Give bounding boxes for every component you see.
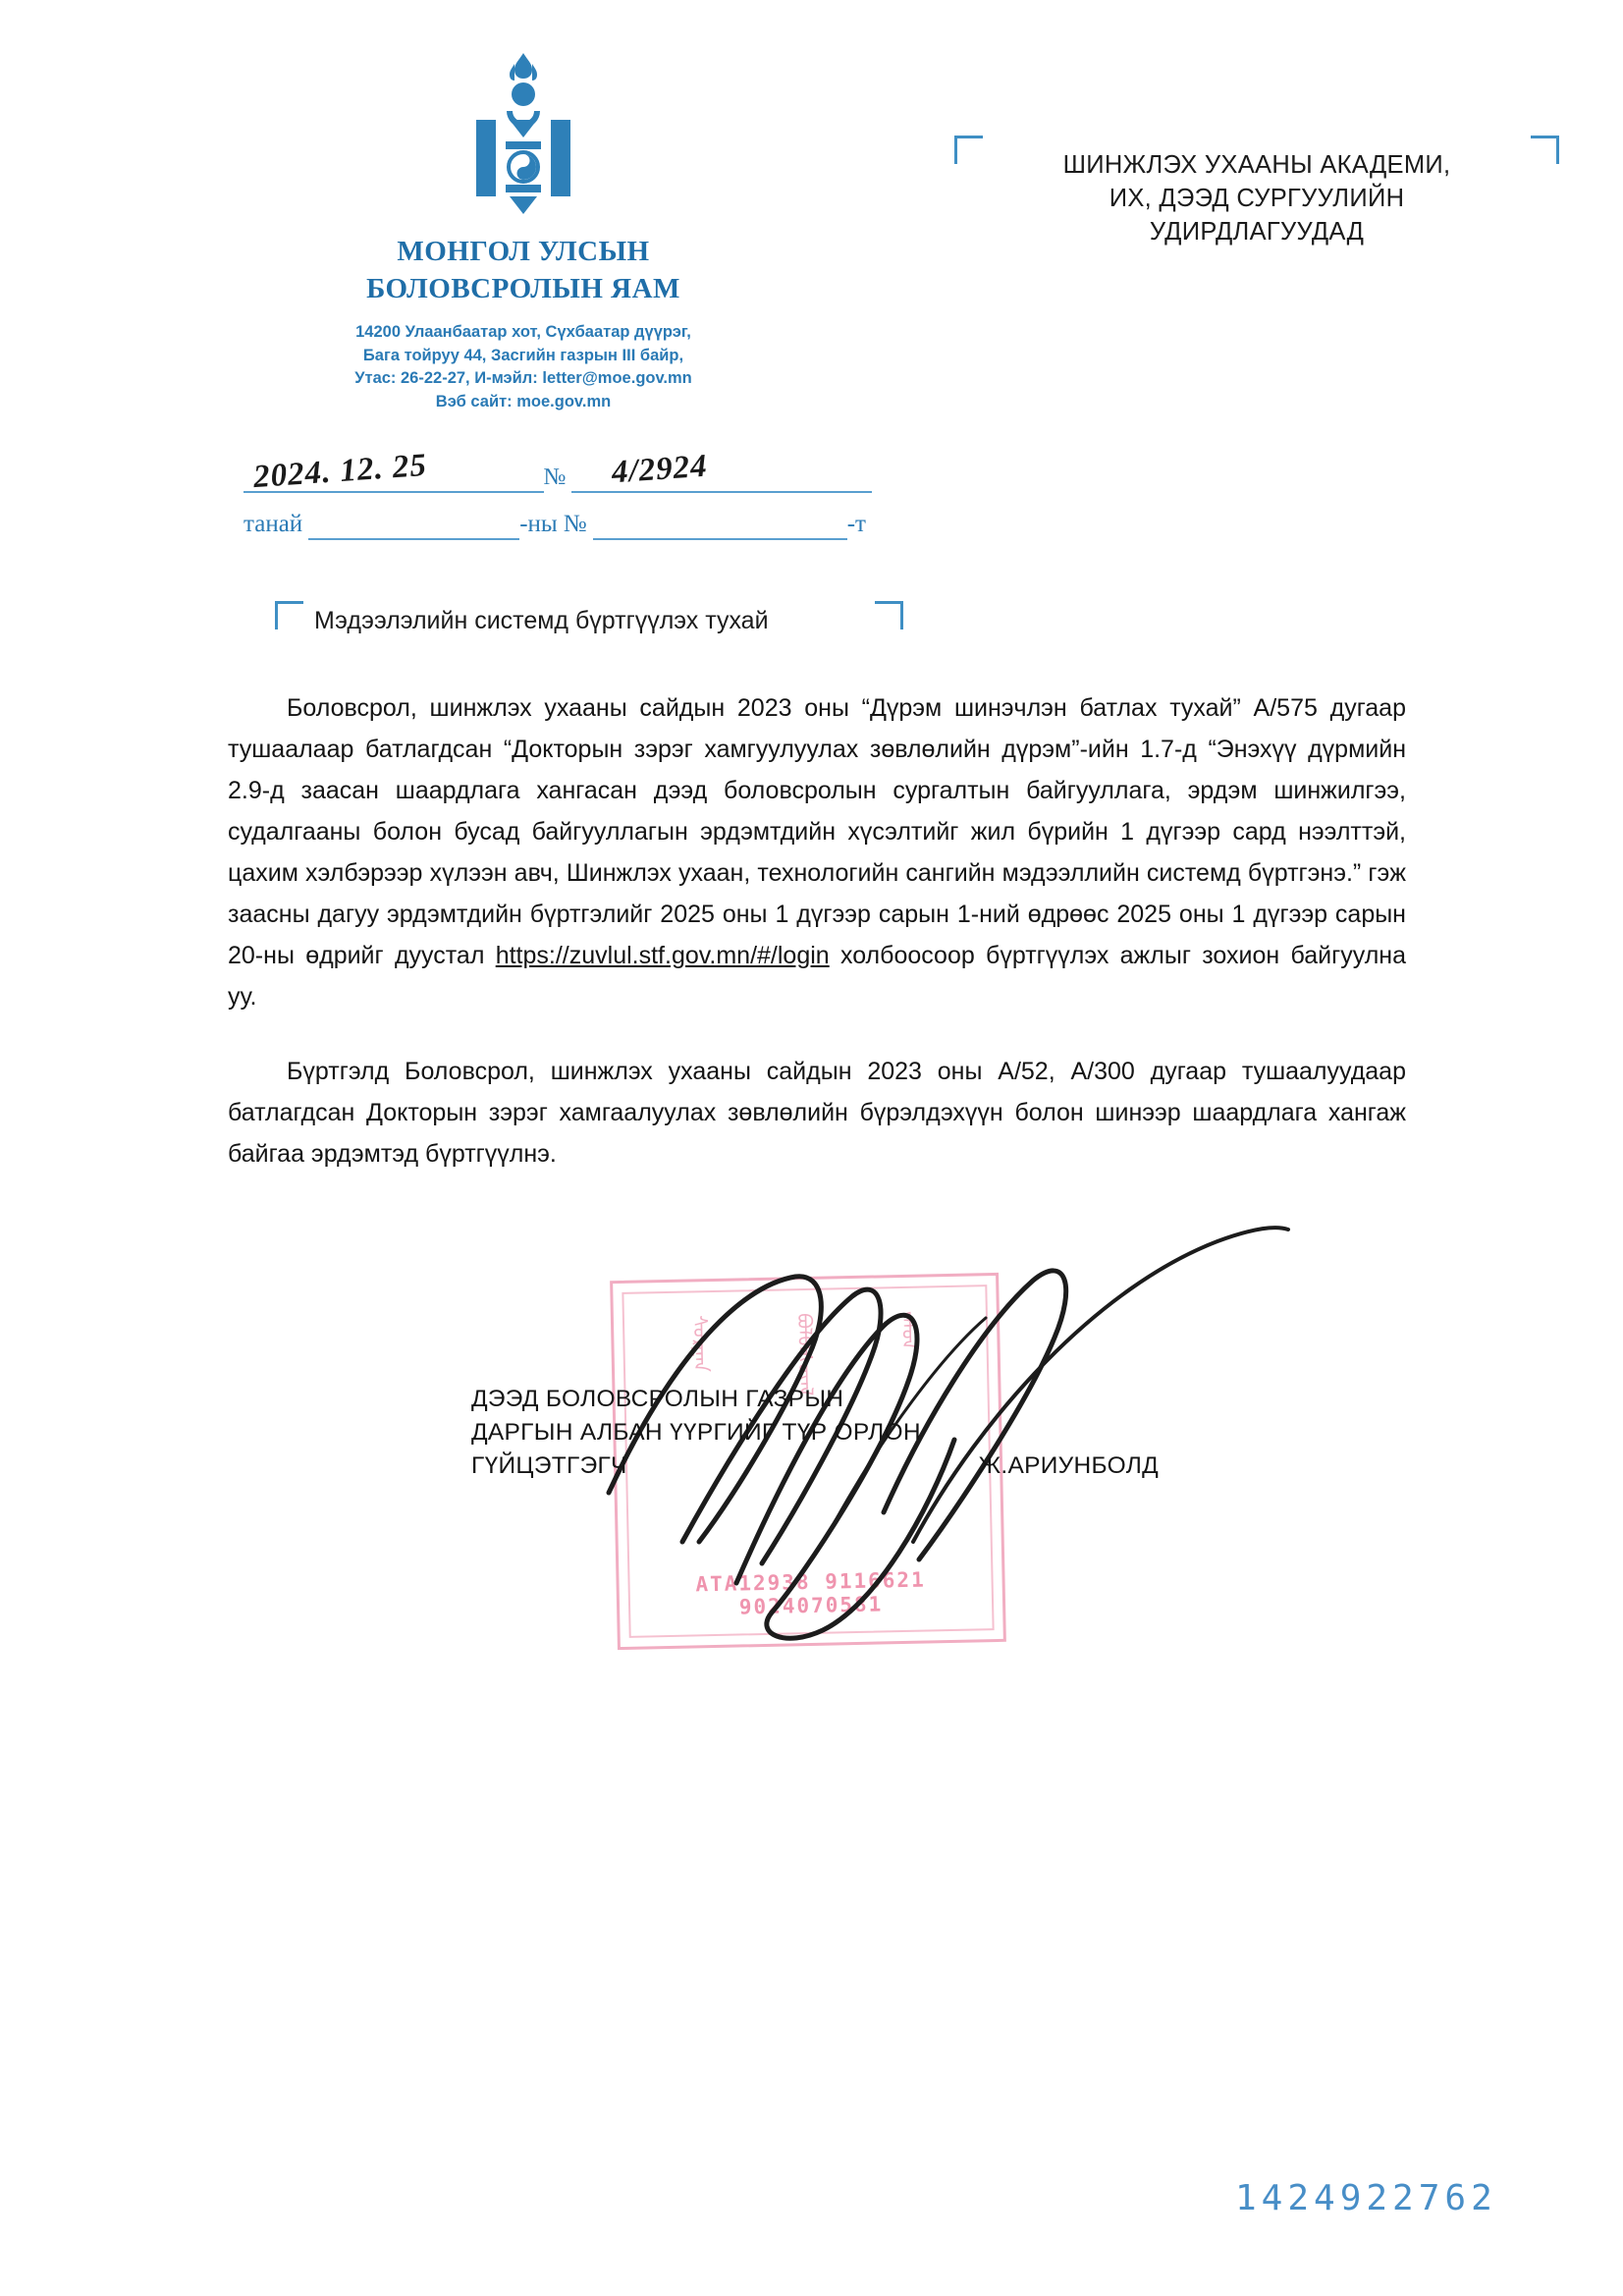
signatory-department-line2: ДАРГЫН АЛБАН ҮҮРГИЙГ ТҮР ОРЛОН	[471, 1419, 921, 1446]
contact-address-line1: 14200 Улаанбаатар хот, Сүхбаатар дүүрэг,	[355, 323, 691, 342]
paragraph-1-text-before-link: Боловсрол, шинжлэх ухааны сайдын 2023 оны “Дүрэм шинэчлэн батлах тухай” А/575 дугаар тушаалаар батлагдсан “Докторын зэрэг хамгуулуулах зөвлөлийн дүрэм”-ийн 1.7-д “Энэхүү дүрмийн 2.9-д заасан шаардлага хангасан дээд боловсролын сургалтын байгууллага, эрдэм шинжилгээ, судалгааны болон бусад байгууллагын эрдэмтдийн хүсэлтийг жил бүрийн 1 дүгээр сард нээлттэй, цахим хэлбэрээр хүлээн авч, Шинжлэх ухаан, технологийн сангийн мэдээллийн системд бүртгэнэ.” гэж заасны дагуу эрдэмтдийн бүртгэлийг 2025 оны 1 дүгээр сарын 1-ний өдрөөс 2025 оны 1 дүгээр сарын 20-ны өдрийг дуустал	[228, 694, 1406, 969]
stamp-script-column-3: ᠶᠠᠮᠤᠨ	[896, 1310, 922, 1350]
stamp-script-column-2: ᠪᠣᠯᠪᠠᠰᠤᠷᠠᠯ	[792, 1312, 819, 1396]
corner-bracket-top-right-icon	[1531, 136, 1559, 164]
registration-number: 1424922762	[1235, 2178, 1497, 2218]
handwritten-number: 4/2924	[610, 448, 709, 491]
subject-corner-top-right-icon	[875, 601, 903, 629]
registration-portal-link[interactable]: https://zuvlul.stf.gov.mn/#/login	[495, 942, 830, 969]
your-number-rule	[593, 509, 847, 540]
paragraph-1-text-after-link: холбоосоор бүртгүүлэх ажлыг зохион байгуулна уу.	[228, 942, 1407, 1011]
your-suffix: -ны	[519, 511, 558, 537]
number-symbol: №	[543, 465, 567, 490]
stamp-serial-number: АТА12938 9116621 9024070581	[695, 1567, 926, 1619]
letter-body	[228, 687, 1406, 1175]
body-paragraph-2: Бүртгэлд Боловсрол, шинжлэх ухааны сайдын 2023 оны А/52, А/300 дугаар тушаалуудаар батлагдсан Докторын зэрэг хамгаалуулах зөвлөлийн бүрэлдэхүүн болон шинээр шаардлага хангаж байгаа эрдэмтэд бүртгүүлнэ.	[228, 1058, 1406, 1168]
subject-corner-top-left-icon	[275, 601, 303, 629]
signatory-department-line1: ДЭЭД БОЛОВСРОЛЫН ГАЗРЫН	[471, 1386, 844, 1412]
corner-bracket-top-left-icon	[954, 136, 983, 164]
signatory-title: ГҮЙЦЭТГЭГЧ	[471, 1452, 627, 1479]
soyombo-emblem	[224, 51, 823, 226]
handwritten-date: 2024. 12. 25	[251, 447, 429, 496]
ministry-name-line1: МОНГОЛ УЛСЫН	[397, 236, 650, 267]
outgoing-reference-row	[243, 447, 872, 496]
signatory-title-row	[471, 1449, 1159, 1483]
signatory-name: Ж.АРИУНБОЛД	[978, 1452, 1159, 1479]
recipient-line3: УДИРДЛАГУУДАД	[1149, 217, 1365, 246]
signature-block	[471, 1383, 1257, 1483]
contact-phone-email: Утас: 26-22-27, И-мэйл: letter@moe.gov.mn	[354, 369, 692, 388]
subject-block	[275, 601, 903, 637]
your-label: танай	[243, 511, 303, 537]
trailing-suffix: -т	[846, 511, 866, 537]
body-paragraph-1	[228, 687, 1406, 1017]
incoming-reference-row	[243, 509, 872, 540]
stamp-script-column-1: ᠰᠤᠷᠭᠠᠨ	[688, 1315, 714, 1373]
recipient-block	[982, 149, 1532, 249]
contact-block	[224, 321, 823, 413]
reference-block	[243, 447, 872, 540]
ministry-name	[224, 234, 823, 307]
contact-address-line2: Бага тойруу 44, Засгийн газрын III байр,	[362, 346, 684, 364]
your-number-symbol: №	[563, 511, 587, 537]
recipient-line2: ИХ, ДЭЭД СУРГУУЛИЙН	[1109, 184, 1405, 212]
ministry-name-line2: БОЛОВСРОЛЫН ЯАМ	[366, 272, 680, 304]
your-date-rule	[308, 509, 519, 540]
letterhead	[224, 51, 823, 413]
subject-text: Мэдээлэлийн системд бүртгүүлэх тухай	[314, 607, 769, 634]
contact-website: Вэб сайт: moe.gov.mn	[435, 392, 612, 410]
recipient-line1: ШИНЖЛЭХ УХААНЫ АКАДЕМИ,	[1062, 151, 1451, 179]
